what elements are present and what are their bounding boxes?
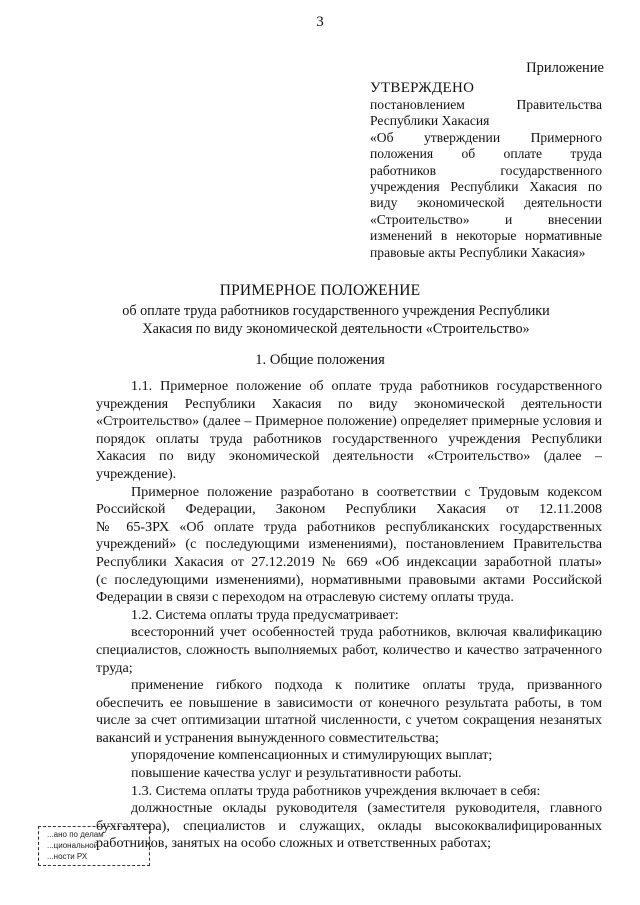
body-line: 1.2. Система оплаты труда предусматривает:	[131, 606, 399, 623]
body-line: Республики Хакасия от 27.12.2019 № 669 «Об индексации заработной платы»	[96, 553, 602, 570]
approval-line: работников государственного	[370, 162, 602, 178]
body-line: числе за счет оптимизации штатной численности, с учетом сокращения незанятых	[96, 712, 602, 729]
body-line: должностные оклады руководителя (заместителя руководителя, главного	[131, 800, 602, 817]
body-line: работников, занятых на особо сложных и ответственных работах;	[96, 835, 492, 852]
body-line: всесторонний учет особенностей труда работников, включая квалификацию	[131, 624, 602, 641]
stamp-line: ...ано по делам	[47, 830, 104, 839]
document-title: ПРИМЕРНОЕ ПОЛОЖЕНИЕ	[219, 282, 421, 299]
body-line: 1.3. Система оплаты труда работников учреждения включает в себя:	[131, 782, 541, 799]
approval-block	[370, 79, 602, 261]
body-line: вакансий и устранения вынужденного совместительства;	[96, 729, 439, 746]
body-line: специалистов, сложность выполняемых работ, количество и качество затраченного	[96, 641, 602, 658]
body-line: учреждения Республики Хакасия по виду экономической деятельности	[96, 395, 602, 412]
approval-line: виду экономической деятельности	[370, 195, 602, 211]
stamp-line: ...ности РХ	[47, 852, 88, 861]
document-subtitle	[86, 303, 586, 338]
registration-stamp	[38, 826, 150, 866]
body-line: бухгалтера), специалистов и служащих, оклады высококвалифицированных	[96, 817, 602, 834]
body-line: повышение качества услуг и результативности работы.	[131, 765, 462, 782]
subtitle-line: об оплате труда работников государственного учреждения Республики	[122, 303, 550, 319]
body-line: Российской Федерации, Законом Республики Хакасия от 12.11.2008	[96, 501, 602, 518]
body-line: (с последующими изменениями), нормативными правовыми актами Российской	[96, 571, 602, 588]
body-line: «Строительство» (далее – Примерное положение) определяет примерные условия и	[96, 413, 602, 430]
approval-line: постановлением Правительства	[370, 97, 602, 112]
approval-line: положения об оплате труда	[370, 146, 602, 162]
body-line: Федерации в связи с переходом на отраслевую систему оплаты труда.	[96, 589, 514, 606]
body-line: обеспечить ее повышение в зависимости от конечного результата работы, в том	[96, 694, 602, 711]
approved-heading: УТВЕРЖДЕНО	[370, 80, 475, 96]
body-line: применение гибкого подхода к политике оплаты труда, призванного	[131, 677, 602, 694]
body-line: порядок оплаты труда работников государственного учреждения Республики	[96, 430, 602, 447]
section-heading: 1. Общие положения	[255, 352, 385, 368]
body-line: упорядочение компенсационных и стимулирующих выплат;	[131, 747, 493, 764]
approval-line: «Об утверждении Примерного	[370, 129, 602, 145]
body-line: учреждение).	[96, 465, 177, 482]
stamp-line: ...циональной	[47, 841, 99, 850]
appendix-label: Приложение	[526, 60, 604, 76]
document-body	[96, 378, 602, 853]
body-line: Примерное положение разработано в соответствии с Трудовым кодексом	[131, 483, 602, 500]
approval-line: правовые акты Республики Хакасия»	[370, 244, 586, 260]
body-line: труда;	[96, 659, 133, 676]
body-line: Хакасия по виду экономической деятельности «Строительство» (далее –	[96, 448, 602, 465]
body-line: № 65-ЗРХ «Об оплате труда работников республиканских государственных	[96, 518, 602, 535]
approval-line: «Строительство» и внесении	[370, 211, 602, 227]
approval-line: изменений в некоторые нормативные	[370, 228, 602, 244]
page-number: 3	[316, 14, 324, 30]
body-line: 1.1. Примерное положение об оплате труда работников государственного	[131, 378, 602, 394]
approval-line: Республики Хакасия	[370, 113, 490, 129]
body-line: учреждений» (с последующими изменениями), постановлением Правительства	[96, 536, 602, 553]
approval-line: учреждения Республики Хакасия по	[370, 179, 602, 195]
subtitle-line: Хакасия по виду экономической деятельности «Строительство»	[142, 320, 530, 337]
